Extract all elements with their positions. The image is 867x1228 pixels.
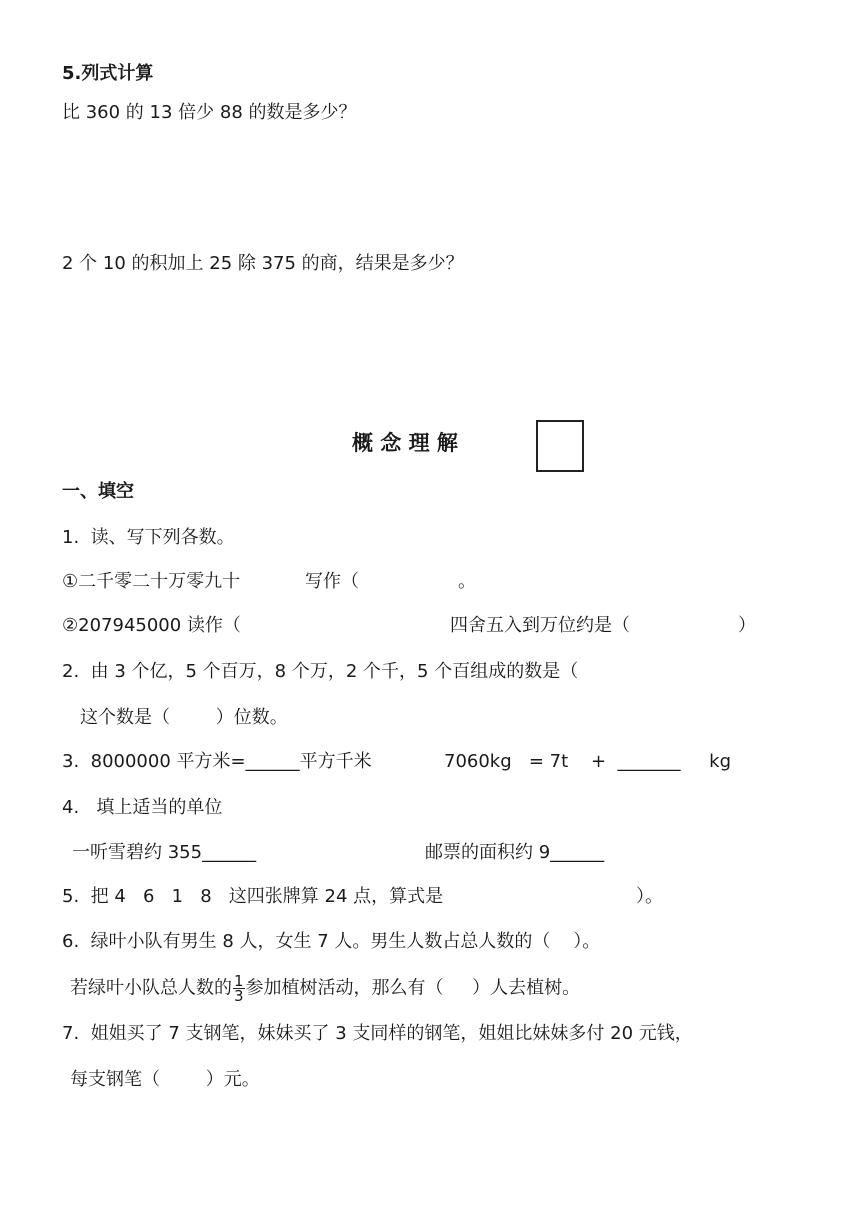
question-5-end: ）。: [636, 886, 663, 907]
question-4a: 一听雪碧约 355______: [72, 842, 257, 863]
question-1-stem: 1. 读、写下列各数。: [62, 527, 235, 548]
question-5-stem: 5. 把 4 6 1 8 这四张牌算 24 点，算式是: [62, 886, 444, 907]
question-7-stem: 7. 姐姐买了 7 支钢笔，妹妹买了 3 支同样的钢笔，姐姐比妹妹多付 20 元钱，: [62, 1023, 693, 1044]
fraction-denominator: 3: [234, 987, 244, 1005]
question-6-sub-before: 若绿叶小队总人数的: [70, 977, 232, 999]
question-6-stem: 6. 绿叶小队有男生 8 人，女生 7 人。男生人数占总人数的（ ）。: [62, 931, 601, 952]
question-2-sub: 这个数是（ ）位数。: [80, 707, 288, 728]
fraction: [233, 974, 245, 1003]
question-4-stem: 4. 填上适当的单位: [62, 797, 223, 818]
fraction-numerator: 1: [234, 972, 244, 990]
section-heading: 5.列式计算: [62, 63, 154, 84]
question-4b: 邮票的面积约 9______: [425, 842, 605, 863]
question-1a-end: 。: [458, 571, 476, 592]
question-1b-text: ②207945000 读作（: [62, 615, 241, 636]
question-3a: 3. 8000000 平方米=______平方千米: [62, 751, 372, 772]
question-text: 比 360 的 13 倍少 88 的数是多少？: [62, 102, 357, 123]
question-3b: 7060kg = 7t + _______ kg: [444, 751, 732, 772]
question-7-sub: 每支钢笔（ ）元。: [70, 1069, 260, 1090]
question-1a-write: 写作（: [305, 571, 359, 592]
question-1b-round: 四舍五入到万位约是（: [450, 615, 630, 636]
question-1a-text: ①二千零二十万零九十: [62, 571, 241, 592]
question-6-sub: [70, 974, 580, 1003]
question-text: 2 个 10 的积加上 25 除 375 的商，结果是多少？: [62, 253, 464, 274]
score-box: [536, 420, 584, 472]
fill-blank-heading: 一、填空: [62, 481, 134, 502]
question-2-stem: 2. 由 3 个亿，5 个百万，8 个万，2 个千，5 个百组成的数是（: [62, 661, 579, 682]
question-6-sub-after: 参加植树活动，那么有（ ）人去植树。: [245, 977, 581, 999]
question-1b-end: ）: [738, 615, 756, 636]
section-title: 概 念 理 解: [352, 431, 458, 455]
